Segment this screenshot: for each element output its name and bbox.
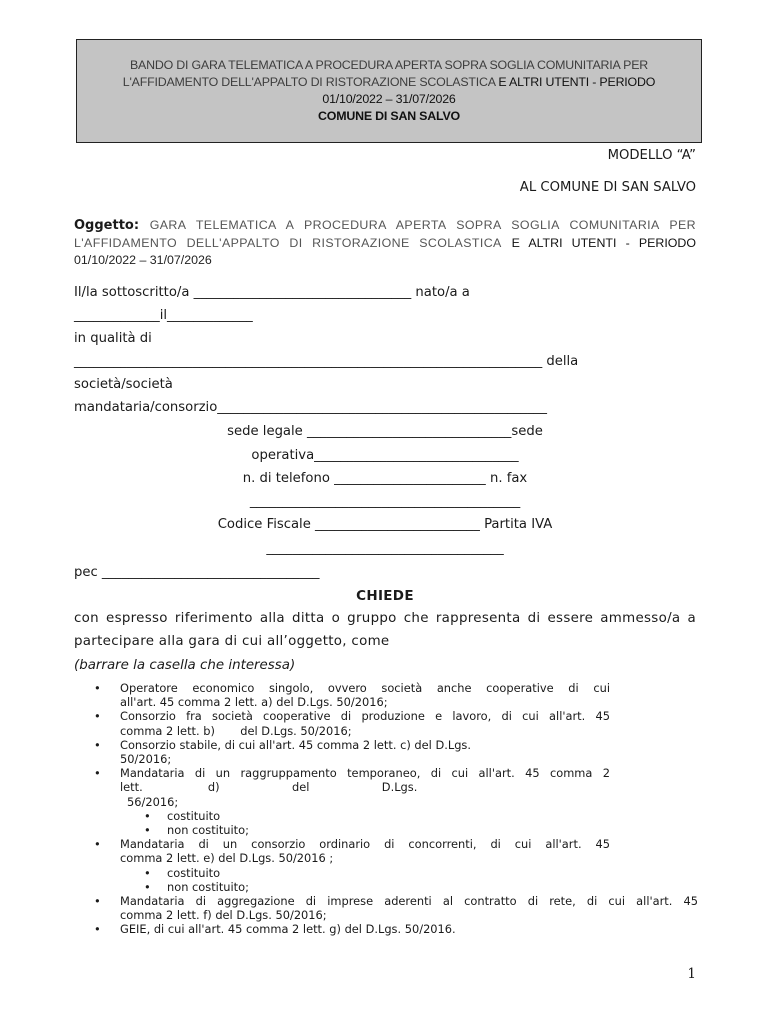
birth-date-field[interactable]: _____________il_____________ [74, 308, 253, 323]
tender-header-box [76, 39, 702, 143]
sede-legale-field[interactable]: sede legale _______________________________sede [227, 424, 543, 439]
bullet-icon: • [94, 922, 101, 937]
page-number: 1 [687, 966, 696, 982]
header-line-2: L'AFFIDAMENTO DELL'APPALTO DI RISTORAZIONE SCOLASTICA E ALTRI UTENTI - PERIODO [122, 75, 656, 89]
bullet-icon: • [94, 837, 101, 852]
oggetto-period: 01/10/2022 – 31/07/2026 [74, 253, 212, 267]
bullet-icon: • [94, 894, 101, 909]
qualita-field[interactable]: _______________________________________________________________________ della [74, 354, 579, 369]
bullet-icon: • [94, 737, 101, 752]
mandataria-field[interactable]: mandataria/consorzio__________________________________________________ [74, 400, 547, 415]
oggetto-line-1: Oggetto: GARA TELEMATICA A PROCEDURA APERTA SOPRA SOGLIA COMUNITARIA PER [74, 218, 697, 233]
header-line-1: BANDO DI GARA TELEMATICA A PROCEDURA APERTA SOPRA SOGLIA COMUNITARIA PER [129, 58, 649, 72]
participation-options [74, 681, 698, 937]
addressee: AL COMUNE DI SAN SALVO [519, 180, 696, 195]
option-geie[interactable]: • GEIE, di cui all'art. 45 comma 2 lett. g) del D.Lgs. 50/2016. [94, 922, 456, 937]
option-aggregazione-rete[interactable]: • Mandataria di aggregazione di imprese aderenti al contratto di rete, di cui all'art. 45 comma 2 lett. f) del D.Lgs. 50/2016; [94, 894, 698, 923]
oggetto-line-2: L'AFFIDAMENTO DELL'APPALTO DI RISTORAZIONE SCOLASTICA E ALTRI UTENTI - PERIODO [74, 236, 696, 250]
sub-option-costituito[interactable]: • costituito [144, 808, 221, 823]
sub-option-non-costituito[interactable]: • non costituito; [144, 823, 249, 838]
request-note: (barrare la casella che interessa) [74, 658, 296, 673]
chiede-heading: CHIEDE [356, 588, 414, 604]
bullet-icon: • [144, 823, 151, 838]
bullet-icon: • [94, 709, 101, 724]
option-consorzio-cooperative[interactable]: • Consorzio fra società cooperative di produzione e lavoro, di cui all'art. 45 comma 2 lett. b) del D.Lgs. 50/2016; [94, 709, 610, 738]
codice-fiscale-field[interactable]: Codice Fiscale _________________________ Partita IVA [217, 517, 553, 532]
bullet-icon: • [144, 879, 151, 894]
bullet-icon: • [144, 865, 151, 880]
sottoscritto-field[interactable]: Il/la sottoscritto/a _________________________________ nato/a a [74, 285, 470, 300]
option-consorzio-ordinario[interactable]: • Mandataria di un consorzio ordinario di concorrenti, di cui all'art. 45 comma 2 lett. e) del D.Lgs. 50/2016 ; [94, 837, 610, 866]
sede-operativa-field[interactable]: operativa_______________________________ [251, 448, 519, 463]
telefono-field[interactable]: n. di telefono _______________________ n. fax [242, 471, 528, 486]
header-comune: COMUNE DI SAN SALVO [318, 109, 460, 123]
sub-option-costituito[interactable]: • costituito [144, 865, 221, 880]
bullet-icon: • [94, 766, 101, 781]
bullet-icon: • [144, 808, 151, 823]
bullet-icon: • [94, 681, 101, 695]
pec-field[interactable]: pec _________________________________ [74, 565, 320, 580]
header-period: 01/10/2022 – 31/07/2026 [322, 92, 456, 106]
sub-option-non-costituito[interactable]: • non costituito; [144, 879, 249, 894]
option-operatore-singolo[interactable]: • Operatore economico singolo, ovvero società anche cooperative di cui all'art. 45 comma 2 lett. a) del D.Lgs. 50/2016; [94, 681, 610, 710]
option-consorzio-stabile[interactable]: • Consorzio stabile, di cui all'art. 45 comma 2 lett. c) del D.Lgs. 50/2016; [94, 737, 471, 767]
societa-label: società/società [74, 377, 173, 392]
qualita-label: in qualità di [74, 331, 152, 346]
request-line-2: partecipare alla gara di cui all’oggetto, come [74, 634, 390, 649]
option-raggruppamento-temporaneo[interactable]: • Mandataria di un raggruppamento temporaneo, di cui all'art. 45 comma 2 lett. d) del D.Lgs. 56/2016; [94, 766, 610, 809]
request-line-1: con espresso riferimento alla ditta o gruppo che rappresenta di essere ammesso/a a [74, 611, 696, 626]
oggetto-label: Oggetto: [74, 218, 140, 233]
partita-iva-field[interactable]: ____________________________________ [266, 541, 504, 556]
fax-field[interactable]: _________________________________________ [249, 494, 521, 509]
modello-label: MODELLO “A” [607, 148, 696, 163]
